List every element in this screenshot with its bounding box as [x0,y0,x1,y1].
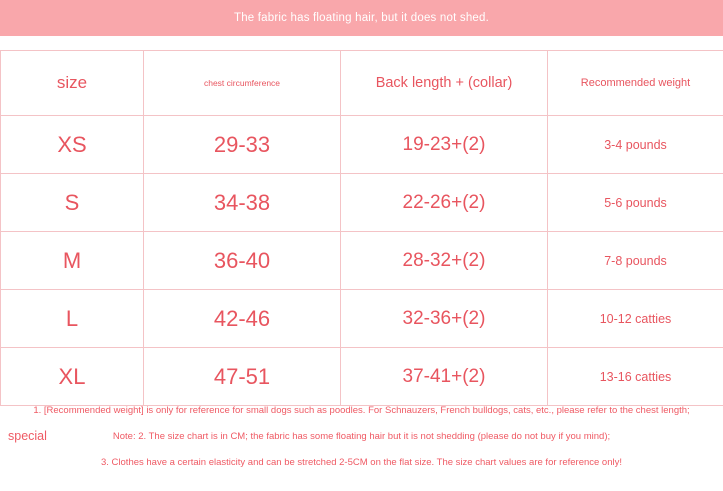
banner-text: The fabric has floating hair, but it does not shed. [233,12,490,24]
cell-chest: 34-38 [144,174,341,232]
size-table [0,50,723,406]
cell-chest: 36-40 [144,232,341,290]
special-label: special [8,429,47,443]
cell-back: 32-36+(2) [341,290,548,348]
table-row [1,116,723,174]
top-banner [0,0,723,36]
cell-size: XL [1,348,144,406]
cell-chest: 42-46 [144,290,341,348]
table-row [1,232,723,290]
size-table-container [0,50,723,406]
cell-back: 37-41+(2) [341,348,548,406]
cell-size: L [1,290,144,348]
cell-size: M [1,232,144,290]
note-line-3: 3. Clothes have a certain elasticity and can be stretched 2-5CM on the flat size. The size chart values are for reference only! [100,457,622,468]
cell-size: XS [1,116,144,174]
table-row [1,174,723,232]
cell-back: 22-26+(2) [341,174,548,232]
cell-weight: 7-8 pounds [548,232,723,290]
note-line-2: Note: 2. The size chart is in CM; the fabric has some floating hair but it is not shedding (please do not buy if you mind); [112,431,611,442]
cell-weight: 10-12 catties [548,290,723,348]
cell-back: 28-32+(2) [341,232,548,290]
cell-weight: 13-16 catties [548,348,723,406]
header-chest-circumference: chest circumference [144,51,341,116]
notes-section [0,398,723,476]
cell-back: 19-23+(2) [341,116,548,174]
cell-chest: 29-33 [144,116,341,174]
cell-weight: 3-4 pounds [548,116,723,174]
header-size: size [1,51,144,116]
table-row [1,290,723,348]
cell-chest: 47-51 [144,348,341,406]
table-header-row [1,51,723,116]
header-recommended-weight: Recommended weight [548,51,723,116]
cell-size: S [1,174,144,232]
header-back-length: Back length + (collar) [341,51,548,116]
cell-weight: 5-6 pounds [548,174,723,232]
table-row [1,348,723,406]
note-line-1: 1. [Recommended weight] is only for reference for small dogs such as poodles. For Schnauzers, French bulldogs, cats, etc., please refer to the chest length; [33,405,690,416]
